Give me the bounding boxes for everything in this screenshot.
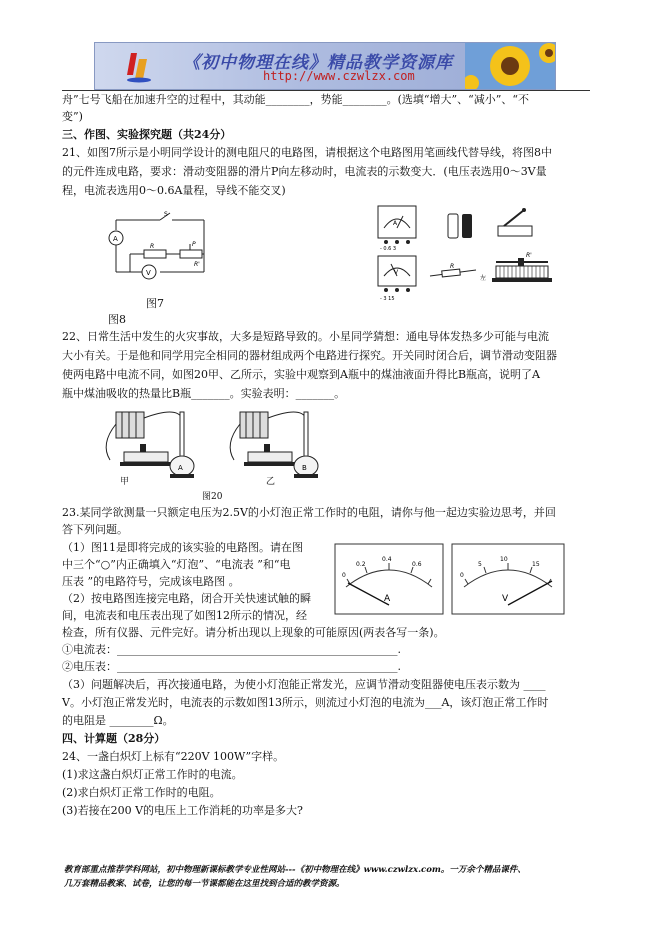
flask-a-label: A [178,464,183,472]
q23-line1: 23.某同学欲测量一只额定电压为2.5V的小灯泡正常工作时的电阻，请你与他一起边实验边思考，并回 [62,506,556,519]
figure-7-caption: 图7 [146,297,164,310]
resistor-label: R [450,263,455,270]
left-direction-label: 左 [480,275,487,282]
q23-answer-voltmeter: ②电压表：___________________________________________________. [62,660,401,673]
banner-url[interactable]: http://www.czwlzx.com [263,69,415,83]
q23-line10: V。小灯泡正常发光时，电流表的示数如图13所示，则流过小灯泡的电流为___A，该灯泡正常工作时 [62,696,549,709]
figure-20-apparatus [96,404,346,488]
rheostat-label: R' [526,252,532,259]
voltmeter-scale-3: 15 [532,561,540,568]
footer-line2: 几万套精品教案、试卷，让您的每一节课都能在这里找到合适的教学资源。 [64,879,345,889]
logo-icon [125,49,153,83]
q21-line1: 21、如图7所示是小明同学设计的测电阻尺的电路图，请根据这个电路图用笔画线代替导线，将图8中 [62,146,552,159]
fig7-label-v: V [146,269,151,277]
svg-text:V: V [394,269,399,276]
ammeter-terminal-labels: - 0.6 3 [380,246,397,252]
rheostat-icon [492,258,552,282]
voltmeter-scale-1: 5 [478,561,482,568]
q23-line7: 间，电流表和电压表出现了如图12所示的情况，经 [62,609,307,622]
q23-line4: 中三个“○”内正确填入“灯泡”、“电流表 ”和“电 [62,558,291,571]
q23-line8: 检查，所有仪器、元件完好。请分析出现以上现象的可能原因(两表各写一条)。 [62,626,445,639]
voltmeter-unit: V [502,594,509,604]
ammeter-component-icon [378,206,416,244]
voltmeter-scale-0: 0 [460,572,464,579]
section-3-heading: 三、作图、实验探究题（共24分） [62,128,232,141]
ammeter-scale-1: 0.2 [356,561,366,568]
q23-line6: （2）按电路图连接完电路，闭合开关快速试触的瞬 [62,592,311,605]
footer-line1: 教育部重点推荐学科网站，初中物理新课标教学专业性网站---《初中物理在线》www.czwlzx.com。一万余个精品课件、 [64,865,526,875]
figure-8-components [376,200,556,302]
voltmeter-component-icon [378,256,416,292]
q22-line3: 使两电路中电流不同，如图20甲、乙所示，实验中观察到A瓶中的煤油液面升得比B瓶高，说明了A [62,368,540,381]
label-yi: 乙 [266,477,276,487]
figure-20-caption: 图20 [202,492,223,502]
ammeter-scale-0: 0 [342,572,346,579]
resistor-icon [430,269,476,277]
fig7-label-r: R [150,243,155,250]
q22-line2: 大小有关。于是他和同学用完全相同的器材组成两个电路进行探究。开关同时闭合后，调节滑动变阻器 [62,349,557,362]
q23-line9: （3）问题解决后，再次接通电路，为使小灯泡能正常发光，应调节滑动变阻器使电压表示数为 ____ [62,678,546,691]
q23-line2: 答下列问题。 [62,523,128,536]
voltmeter-dial [452,544,564,614]
q23-answer-ammeter: ①电流表：___________________________________________________. [62,643,401,656]
flask-b-label: B [302,464,307,472]
fig7-label-a: A [113,235,118,243]
q23-line11: 的电阻是 ________Ω。 [62,714,174,727]
q-continuation-line1: 舟”七号飞船在加速升空的过程中，其动能________，势能________。(选填“增大”、“减小”、“不 [62,93,530,106]
figure-12-meters [334,543,568,615]
q21-line2: 的元件连成电路，要求：滑动变阻器的滑片P向左移动时，电流表的示数变大．(电压表选用0～3V量 [62,165,547,178]
q24-line3: (2)求白炽灯正常工作时的电阻。 [62,786,221,799]
ammeter-unit: A [384,594,391,604]
q22-line4: 瓶中煤油吸收的热量比B瓶_______。实验表明：_______。 [62,387,346,400]
label-jia: 甲 [120,477,130,487]
q-continuation-line2: 变”) [62,110,83,123]
q22-line1: 22、日常生活中发生的火灾事故，大多是短路导致的。小星同学猜想：通电导体发热多少可能与电流 [62,330,549,343]
battery-icon [448,214,472,238]
switch-icon [498,208,532,236]
fig7-label-p: P [192,241,196,248]
q24-line4: (3)若接在200 V的电压上工作消耗的功率是多大? [62,804,303,817]
section-4-heading: 四、计算题（28分） [62,732,166,745]
banner-title: 《初中物理在线》精品教学资源库 [183,53,453,73]
fig7-label-s: S [164,211,168,218]
figure-7-circuit [104,208,214,288]
ammeter-dial [335,544,443,614]
voltmeter-scale-2: 10 [500,556,508,563]
q24-line1: 24、一盏白炽灯上标有“220V 100W”字样。 [62,750,285,763]
q23-line5: 压表 ”的电路符号，完成该电路图 。 [62,575,240,588]
q23-line3: （1）图11是即将完成的该实验的电路图。请在图 [62,541,303,554]
q24-line2: (1)求这盏白炽灯正常工作时的电流。 [62,768,243,781]
ammeter-scale-2: 0.4 [382,556,392,563]
sunflower-icon [465,43,555,89]
ammeter-scale-3: 0.6 [412,561,422,568]
q21-line3: 程，电流表选用0～0.6A量程，导线不能交叉) [62,184,286,197]
figure-8-caption: 图8 [108,313,126,326]
fig7-label-rp: R' [194,261,200,268]
voltmeter-terminal-labels: - 3 15 [380,296,395,302]
svg-text:A: A [393,220,398,227]
site-banner[interactable] [94,42,556,90]
